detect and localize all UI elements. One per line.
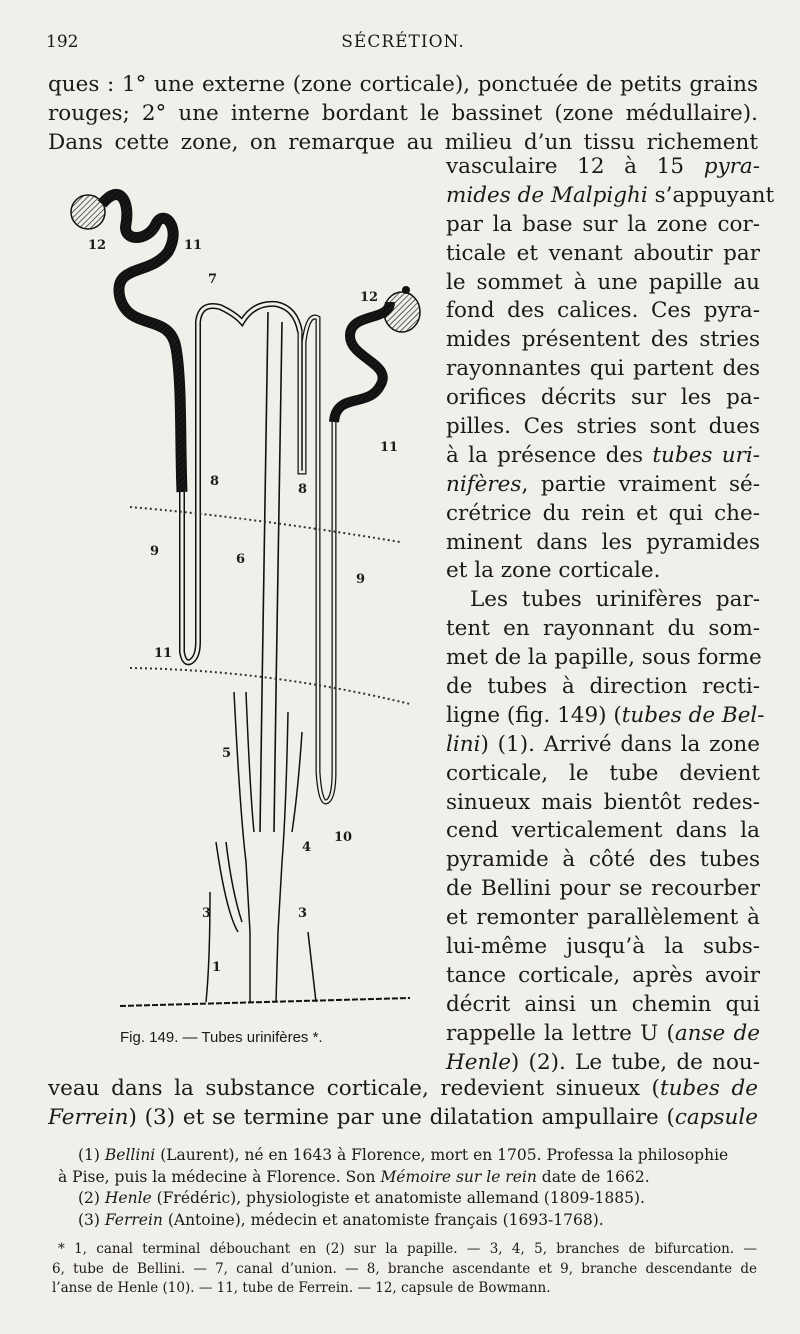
figure-label: 11 (380, 440, 399, 455)
text-line: à la présence des tubes uri- (446, 442, 760, 468)
text-line: décrit ainsi un chemin qui (446, 991, 760, 1017)
zone-boundary-lower (130, 668, 410, 704)
legend-line: 6, tube de Bellini. — 7, canal d’union. — 8, branche ascendante et 9, branche descendante de (52, 1260, 757, 1277)
text-line: pyramide à côté des tubes (446, 847, 760, 873)
legend-line: l’anse de Henle (10). — 11, tube de Ferrein. — 12, capsule de Bowmann. (52, 1280, 551, 1296)
text-line: pilles. Ces stries sont dues (446, 414, 760, 440)
text-line: et la zone corticale. (446, 558, 661, 584)
figure-label: 4 (302, 840, 312, 855)
text-line: Ferrein) (3) et se termine par une dilatation ampullaire (capsule (48, 1105, 758, 1130)
figure-label: 10 (334, 830, 353, 845)
page-number: 192 (46, 32, 79, 52)
figure-label: 3 (298, 906, 308, 921)
footnote-1: (1) Bellini (Laurent), né en 1643 à Florence, mort en 1705. Professa la philosophie (78, 1146, 729, 1164)
figure-label: 7 (208, 272, 218, 287)
figure-label: 11 (154, 646, 173, 661)
text-line: mides de Malpighi s’appuyant (446, 182, 775, 208)
figure-caption: Fig. 149. — Tubes urinifères *. (120, 1029, 323, 1046)
figure-label: 11 (184, 238, 203, 253)
footnotes (58, 1145, 758, 1231)
text-line: tent en rayonnant du som- (446, 616, 760, 642)
text-line: le sommet à une papille au (446, 269, 760, 295)
figure-label: 12 (360, 290, 379, 305)
bellini-tube (260, 312, 282, 832)
text-line: Les tubes urinifères par- (470, 587, 760, 613)
text-line: corticale, le tube devient (446, 760, 760, 786)
text-line: et remonter parallèlement à (446, 905, 760, 931)
text-line: Dans cette zone, on remarque au milieu d’un tissu richement (48, 130, 758, 155)
text-line: ligne (fig. 149) (tubes de Bel- (446, 702, 765, 728)
text-line: cend verticalement dans la (446, 818, 760, 844)
text-line: veau dans la substance corticale, redevient sinueux (tubes de (48, 1076, 758, 1101)
footnote-3: (3) Ferrein (Antoine), médecin et anatomiste français (1693-1768). (78, 1210, 604, 1229)
text-line: minent dans les pyramides (446, 529, 760, 555)
figure-label: 9 (356, 572, 366, 587)
text-line: fond des calices. Ces pyra- (446, 298, 760, 324)
figure-149 (50, 172, 435, 1022)
text-line: ques : 1° une externe (zone corticale), ponctuée de petits grains (48, 72, 758, 97)
text-line: orifices décrits sur les pa- (446, 385, 760, 411)
text-line: tance corticale, après avoir (446, 962, 760, 988)
figure-label: 12 (88, 238, 107, 253)
text-line: rouges; 2° une interne bordant le bassinet (zone médullaire). (48, 101, 758, 126)
footnote-2: (2) Henle (Frédéric), physiologiste et anatomiste allemand (1809-1885). (78, 1189, 645, 1207)
footnote-1-cont: à Pise, puis la médecine à Florence. Son Mémoire sur le rein date de 1662. (58, 1167, 650, 1186)
text-line: sinueux mais bientôt redes- (446, 789, 760, 815)
text-line: par la base sur la zone cor- (446, 211, 760, 237)
text-line: met de la papille, sous forme (446, 645, 762, 671)
figure-label: 8 (210, 474, 220, 489)
side-column (446, 152, 775, 1077)
running-title: SÉCRÉTION. (341, 32, 465, 52)
text-line: ticale et venant aboutir par (446, 240, 760, 266)
text-line: lini) (1). Arrivé dans la zone (446, 731, 760, 757)
text-line: rayonnantes qui partent des (446, 356, 760, 382)
figure-label: 8 (298, 482, 308, 497)
text-line: de tubes à direction recti- (446, 674, 760, 700)
figure-label: 5 (222, 746, 232, 761)
text-line: vasculaire 12 à 15 pyra- (446, 154, 760, 179)
figure-legend (52, 1240, 757, 1299)
figure-label: 6 (236, 552, 246, 567)
henle-loop-left (182, 304, 300, 662)
figure-label: 3 (202, 906, 212, 921)
text-line: nifères, partie vraiment sé- (446, 471, 760, 497)
page-header (46, 32, 760, 60)
text-line: lui-même jusqu’à la subs- (446, 934, 760, 960)
legend-line: * 1, canal terminal débouchant en (2) sur la papille. — 3, 4, 5, branches de bifurcation. — (58, 1241, 757, 1257)
text-line: mides présentent des stries (446, 327, 760, 353)
bowman-capsule-right (384, 286, 420, 332)
figure-label: 1 (212, 960, 222, 975)
text-line: de Bellini pour se recourber (446, 876, 760, 902)
papilla-surface (120, 998, 410, 1006)
text-line: rappelle la lettre U (anse de (446, 1020, 760, 1046)
text-line: crétrice du rein et qui che- (446, 500, 760, 526)
text-line: Henle) (2). Le tube, de nou- (446, 1049, 760, 1075)
figure-label: 9 (150, 544, 160, 559)
